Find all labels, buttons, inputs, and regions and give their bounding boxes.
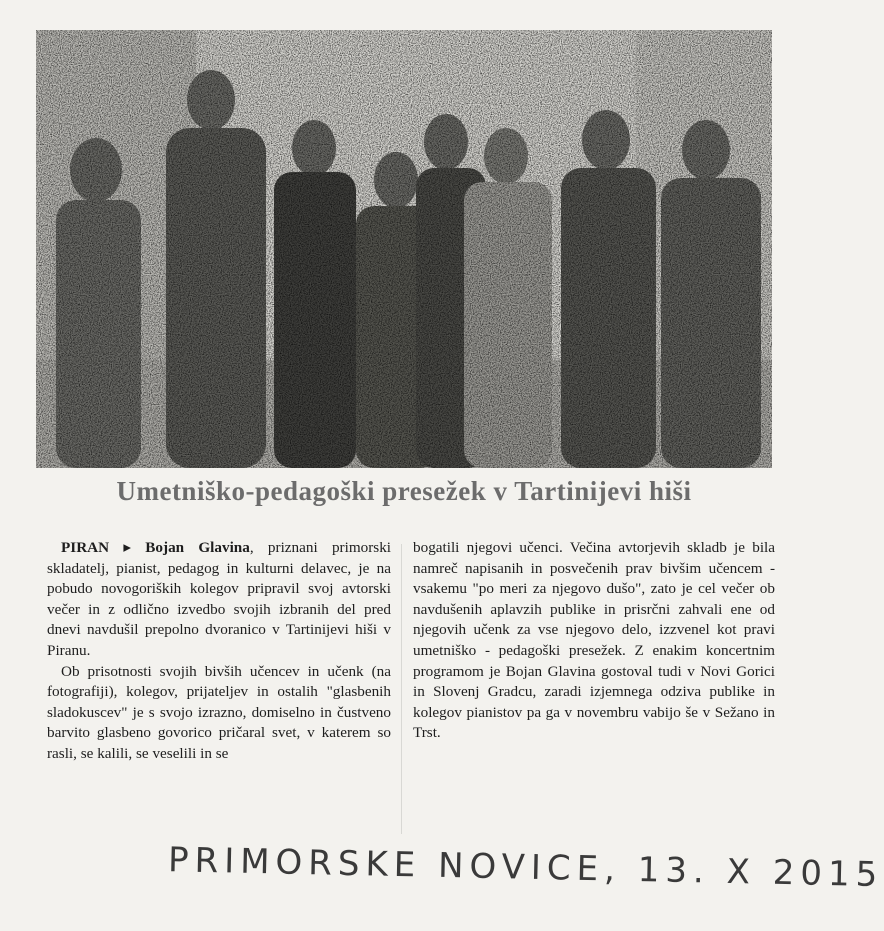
paragraph-3: bogatili njegovi učenci. Večina avtorjevih skladb je bila namreč napisanih in posvečenih prav bivšim učencem - vsakemu "po meri za njegovo dušo", zato je cel večer ob navdušenih aplavzih publike in prisrčni zahvali ene od njegovih učenk za vse njegovo delo, izzvenel kot pravi umetniško - pedagoški presežek. Z enakim koncertnim programom je Bojan Glavina gostoval tudi v Novi Gorici in Slovenj Gradcu, zaradi izjemnega odziva publike in kolegov pianistov pa ga v novembru vabijo še v Sežano in Trst. — [413, 539, 775, 742]
article-column-left — [47, 538, 391, 765]
paragraph-2: Ob prisotnosti svojih bivših učencev in učenk (na fotografiji), kolegov, prijateljev in ostalih "glasbenih sladokuscev" je s svojo izrazno, domiselno in čustveno barvito glasbeno govorico pričaral svet, v katerem so rasli, se kalili, se veselili in se — [47, 662, 391, 762]
dateline: PIRAN — [61, 539, 110, 556]
paragraph-1-text: , priznani primorski skladatelj, pianist, pedagog in kulturni delavec, je na pobudo novogoriških kolegov pripravil svoj avtorski večer in z odlično izvedbo svojih izbranih del pred dnevi navdušil prepolno dvoranico v Tartinijevi hiši v Piranu. — [47, 539, 392, 659]
article-headline: Umetniško-pedagoški presežek v Tartinijevi hiši — [116, 476, 692, 506]
handwritten-source-note: PRIMORSKE NOVICE, 13. X 2015 — [167, 840, 884, 896]
author-name: Bojan Glavina — [145, 539, 250, 556]
paragraph-1 — [47, 538, 391, 662]
article-column-right — [413, 538, 775, 744]
column-divider — [401, 544, 402, 834]
group-photo — [36, 30, 772, 468]
arrow-icon: ▸ — [123, 539, 131, 556]
